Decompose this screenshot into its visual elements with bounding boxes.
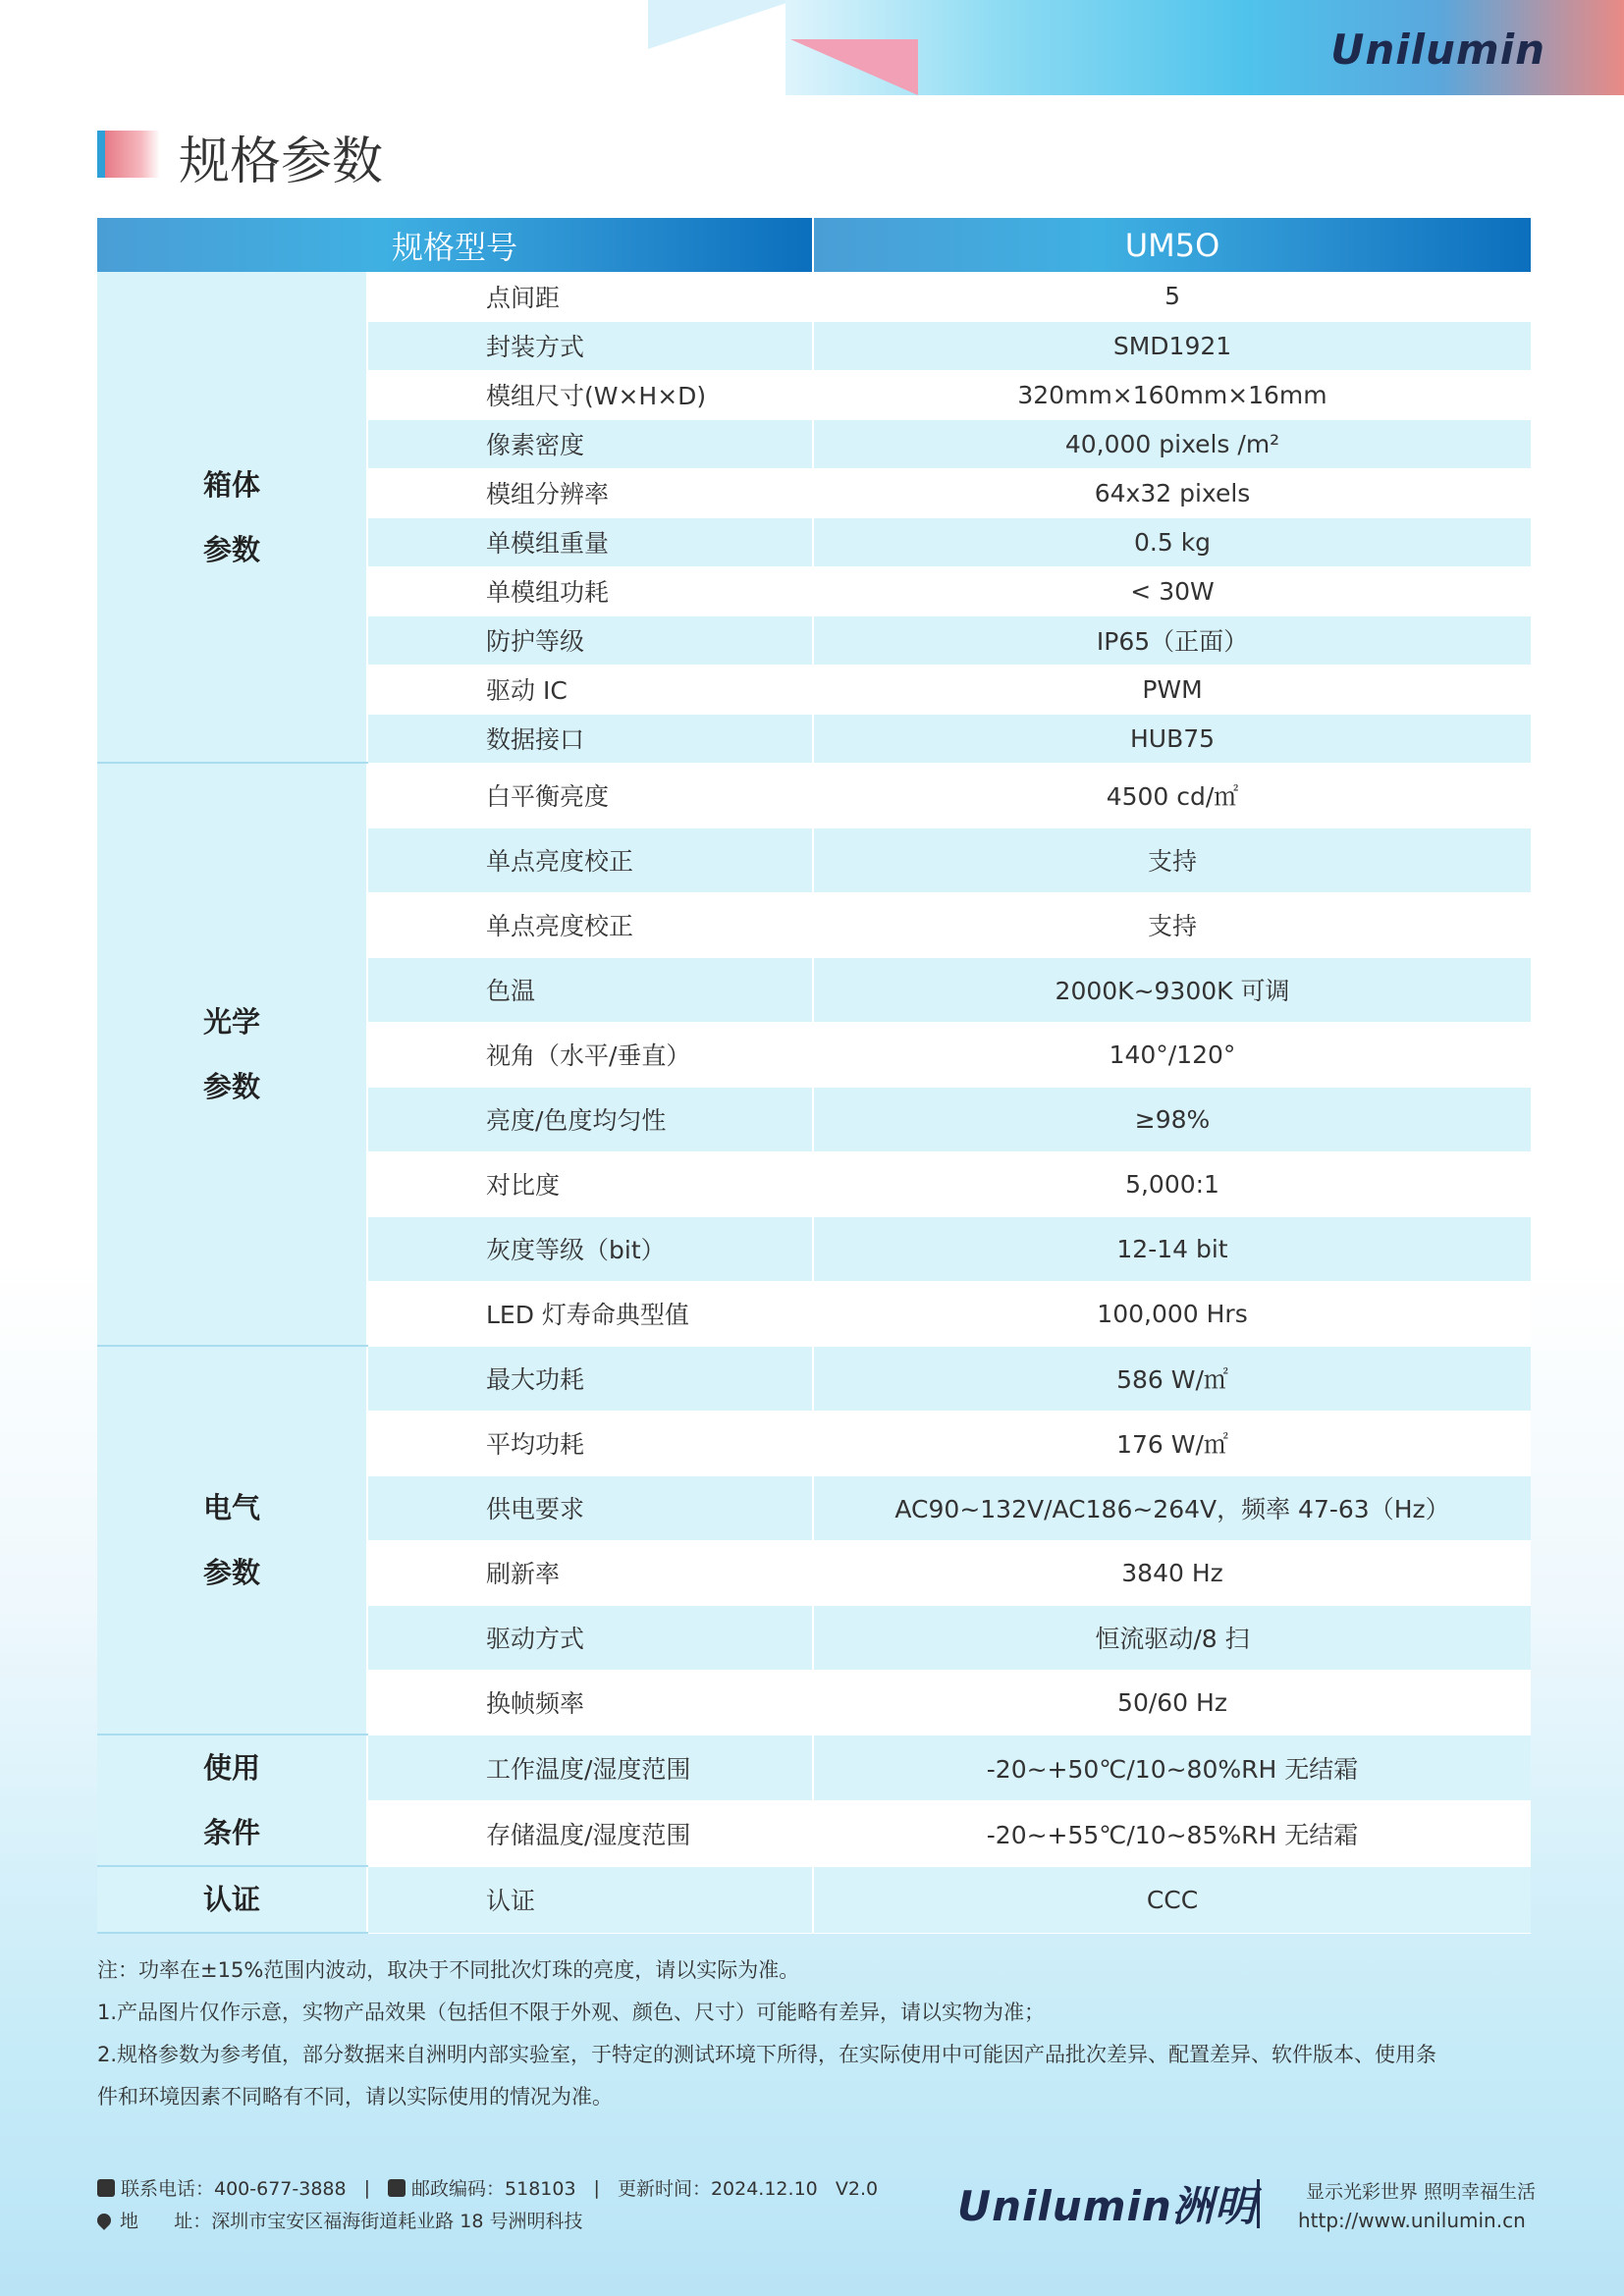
param-value: 12-14 bit — [813, 1216, 1531, 1281]
footer-separator: | — [363, 2176, 371, 2199]
category-label: 条件 — [202, 1816, 260, 1849]
param-value: 4500 cd/㎡ — [813, 763, 1531, 828]
param-name: 刷新率 — [367, 1540, 813, 1605]
param-name: 模组分辨率 — [367, 468, 813, 517]
mail-icon — [388, 2179, 406, 2197]
header-decor-shape — [648, 0, 795, 49]
param-name: 驱动方式 — [367, 1605, 813, 1670]
param-name: 单模组重量 — [367, 517, 813, 566]
category-label: 参数 — [202, 1070, 260, 1103]
footer-updated: 更新时间：2024.12.10 V2.0 — [617, 2178, 879, 2200]
param-value: ≥98% — [813, 1087, 1531, 1151]
spec-table-body — [97, 272, 1531, 1933]
category-label: 光学 — [202, 1005, 260, 1039]
param-value: 176 W/㎡ — [813, 1411, 1531, 1475]
category-cell — [97, 763, 367, 1346]
param-value: 586 W/㎡ — [813, 1346, 1531, 1411]
table-row — [97, 1735, 1531, 1800]
param-value: IP65（正面） — [813, 615, 1531, 665]
param-value: 3840 Hz — [813, 1540, 1531, 1605]
param-value: 50/60 Hz — [813, 1670, 1531, 1735]
footer-website-link[interactable]: http://www.unilumin.cn — [1298, 2209, 1526, 2232]
table-row — [97, 763, 1531, 828]
param-value: 支持 — [813, 828, 1531, 892]
param-name: 换帧频率 — [367, 1670, 813, 1735]
category-label: 认证 — [202, 1883, 260, 1916]
header-decor-triangle — [790, 39, 918, 95]
title-marker-icon — [97, 131, 160, 178]
category-cell — [97, 1346, 367, 1735]
footer-slogan: 显示光彩世界 照明幸福生活 — [1306, 2181, 1537, 2203]
brand-logo-top: Unilumin — [1330, 26, 1545, 74]
param-value: CCC — [813, 1866, 1531, 1933]
param-value: PWM — [813, 665, 1531, 714]
param-name: 色温 — [367, 957, 813, 1022]
footer-address-label: 地 址： — [120, 2211, 212, 2232]
param-name: LED 灯寿命典型值 — [367, 1281, 813, 1346]
param-value: 40,000 pixels /m² — [813, 419, 1531, 468]
param-value: 140°/120° — [813, 1022, 1531, 1087]
category-cell — [97, 272, 367, 763]
footer-divider — [1257, 2179, 1260, 2228]
param-name: 平均功耗 — [367, 1411, 813, 1475]
category-cell — [97, 1735, 367, 1866]
notes — [97, 1949, 1531, 2118]
param-name: 单点亮度校正 — [367, 892, 813, 957]
category-label: 使用 — [202, 1751, 260, 1785]
param-name: 模组尺寸(W×H×D) — [367, 370, 813, 419]
param-value: SMD1921 — [813, 321, 1531, 370]
param-value: 支持 — [813, 892, 1531, 957]
footer-address: 深圳市宝安区福海街道耗业路 18 号洲明科技 — [211, 2211, 583, 2232]
note-line: 注：功率在±15%范围内波动，取决于不同批次灯珠的亮度，请以实际为准。 — [97, 1958, 800, 1982]
brand-latin: Unilumin — [957, 2182, 1172, 2230]
category-cell — [97, 1866, 367, 1933]
page-title: 规格参数 — [179, 133, 384, 191]
footer-phone: 联系电话：400-677-3888 — [121, 2178, 347, 2200]
brand-logo-bottom — [957, 2174, 1257, 2233]
param-name: 点间距 — [367, 272, 813, 321]
param-name: 单模组功耗 — [367, 566, 813, 615]
note-line: 1.产品图片仅作示意，实物产品效果（包括但不限于外观、颜色、尺寸）可能略有差异，请以实物为准； — [97, 2001, 1046, 2024]
location-pin-icon — [94, 2211, 114, 2230]
param-name: 数据接口 — [367, 714, 813, 763]
param-value: 恒流驱动/8 扫 — [813, 1605, 1531, 1670]
param-name: 灰度等级（bit） — [367, 1216, 813, 1281]
param-value: AC90~132V/AC186~264V，频率 47-63（Hz） — [813, 1475, 1531, 1540]
param-value: 5 — [813, 272, 1531, 321]
brand-cn: 洲明 — [1171, 2182, 1257, 2230]
param-value: 320mm×160mm×16mm — [813, 370, 1531, 419]
param-name: 单点亮度校正 — [367, 828, 813, 892]
table-header-model-value: UM5O — [813, 218, 1531, 272]
param-name: 驱动 IC — [367, 665, 813, 714]
param-name: 像素密度 — [367, 419, 813, 468]
param-value: -20~+50℃/10~80%RH 无结霜 — [813, 1735, 1531, 1800]
category-label: 参数 — [202, 1556, 260, 1589]
param-name: 工作温度/湿度范围 — [367, 1735, 813, 1800]
category-label: 电气 — [202, 1491, 260, 1524]
param-name: 最大功耗 — [367, 1346, 813, 1411]
param-value: 100,000 Hrs — [813, 1281, 1531, 1346]
param-name: 存储温度/湿度范围 — [367, 1800, 813, 1866]
param-value: 5,000:1 — [813, 1151, 1531, 1216]
param-name: 白平衡亮度 — [367, 763, 813, 828]
category-label: 参数 — [202, 532, 260, 566]
param-name: 亮度/色度均匀性 — [367, 1087, 813, 1151]
param-name: 对比度 — [367, 1151, 813, 1216]
param-name: 视角（水平/垂直） — [367, 1022, 813, 1087]
table-row — [97, 1346, 1531, 1411]
footer-separator: | — [593, 2176, 600, 2199]
param-name: 封装方式 — [367, 321, 813, 370]
spec-table — [97, 218, 1531, 1934]
note-line: 件和环境因素不同略有不同，请以实际使用的情况为准。 — [97, 2085, 613, 2109]
table-header-model-label: 规格型号 — [97, 218, 813, 272]
param-value: 0.5 kg — [813, 517, 1531, 566]
param-value: < 30W — [813, 566, 1531, 615]
note-line: 2.规格参数为参考值，部分数据来自洲明内部实验室，于特定的测试环境下所得，在实际使用中可能因产品批次差异、配置差异、软件版本、使用条 — [97, 2043, 1437, 2066]
param-value: 2000K~9300K 可调 — [813, 957, 1531, 1022]
param-value: HUB75 — [813, 714, 1531, 763]
param-name: 认证 — [367, 1866, 813, 1933]
category-label: 箱体 — [202, 467, 260, 502]
param-value: -20~+55℃/10~85%RH 无结霜 — [813, 1800, 1531, 1866]
param-value: 64x32 pixels — [813, 468, 1531, 517]
param-name: 供电要求 — [367, 1475, 813, 1540]
param-name: 防护等级 — [367, 615, 813, 665]
footer-postcode: 邮政编码：518103 — [411, 2178, 576, 2200]
footer-contact — [97, 2171, 878, 2236]
table-row — [97, 272, 1531, 321]
table-row — [97, 1866, 1531, 1933]
phone-icon — [97, 2179, 115, 2197]
